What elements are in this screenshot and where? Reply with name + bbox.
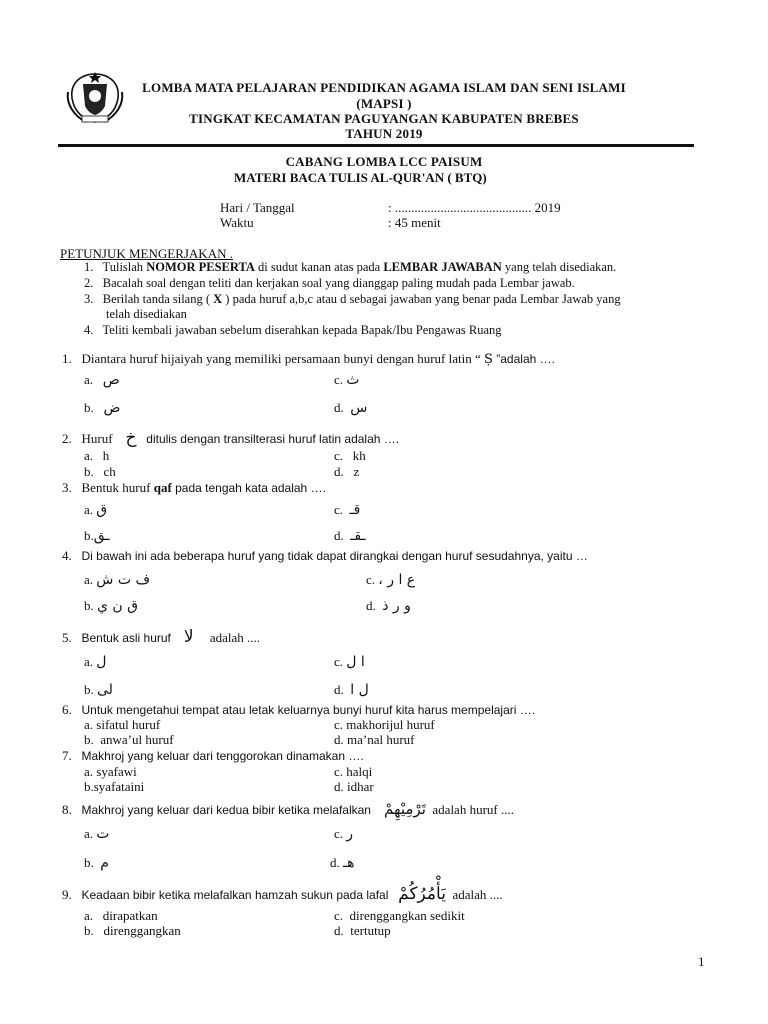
question-3: 3. Bentuk huruf qaf pada tengah kata adalah …. <box>62 480 326 495</box>
q1-option-d: d. س <box>334 400 368 416</box>
q1-option-a: a. ص <box>84 372 120 388</box>
q3-option-c: c. قـ <box>334 502 361 518</box>
q3-option-d: d. ـقـ <box>334 528 366 544</box>
q6-option-d: d. ma’nal huruf <box>334 732 415 747</box>
q8-option-b: b. م <box>84 855 109 871</box>
q7-option-c: c. halqi <box>334 764 373 779</box>
question-9: 9. Keadaan bibir ketika melafalkan hamzah sukun pada lafal يَأْمُرُكُمْ adalah .... <box>62 884 503 904</box>
subtitle-line2: MATERI BACA TULIS AL-QUR'AN ( BTQ) <box>234 170 487 185</box>
date-label: Hari / Tanggal <box>220 200 295 215</box>
instruction-1: 1. Tulislah NOMOR PESERTA di sudut kanan atas pada LEMBAR JAWABAN yang telah disediakan. <box>84 260 617 274</box>
q8-option-a: a. ت <box>84 826 110 842</box>
q5-option-c: c. ا ل <box>334 654 365 670</box>
q4-option-d: d. و ر ذ <box>366 598 411 614</box>
question-2: 2. Huruf خ ditulis dengan transilterasi huruf latin adalah …. <box>62 428 400 448</box>
q7-option-d: d. idhar <box>334 779 374 794</box>
question-6: 6. Untuk mengetahui tempat atau letak keluarnya bunyi huruf kita harus mempelajari …. <box>62 702 536 717</box>
header-title-line4: TAHUN 2019 <box>345 126 423 141</box>
q4-option-a: a. ف ت ش <box>84 572 150 588</box>
q9-option-d: d. tertutup <box>334 923 391 938</box>
q2-option-a: a. h <box>84 448 110 463</box>
q6-option-c: c. makhorijul huruf <box>334 717 435 732</box>
instructions-title: PETUNJUK MENGERJAKAN . <box>60 246 233 261</box>
q8-option-d: d. هـ <box>330 855 355 871</box>
instruction-2: 2. Bacalah soal dengan teliti dan kerjakan soal yang dianggap paling mudah pada Lembar jawab. <box>84 276 575 290</box>
q1-option-b: b. ض <box>84 400 121 416</box>
question-1: 1. Diantara huruf hijaiyah yang memiliki persamaan bunyi dengan huruf latin “ Ṣ ”adalah …. <box>62 351 555 367</box>
q5-option-a: a. ل <box>84 654 107 670</box>
instruction-3-cont: telah disediakan <box>106 307 187 321</box>
header-title-line2: (MAPSI ) <box>356 96 412 111</box>
header-title-line3: TINGKAT KECAMATAN PAGUYANGAN KABUPATEN BREBES <box>189 111 579 126</box>
question-4: 4. Di bawah ini ada beberapa huruf yang tidak dapat dirangkai dengan huruf sesudahnya, yaitu … <box>62 548 588 563</box>
time-value: : 45 menit <box>388 215 441 230</box>
date-value: : .......................................... 2019 <box>388 200 561 215</box>
page-number: 1 <box>698 954 705 969</box>
q4-option-b: b. ق ن ي <box>84 598 139 614</box>
q4-option-c: c. ع ا ر ، <box>366 572 416 588</box>
q9-option-a: a. dirapatkan <box>84 908 158 923</box>
question-8: 8. Makhroj yang keluar dari kedua bibir ketika melafalkan تَرْمِيْهِمْ adalah huruf .... <box>62 800 514 818</box>
time-label: Waktu <box>220 215 254 230</box>
q9-option-c: c. direnggangkan sedikit <box>334 908 465 923</box>
q7-option-b: b.syafataini <box>84 779 145 794</box>
q2-option-b: b. ch <box>84 464 116 479</box>
q9-option-b: b. direnggangkan <box>84 923 181 938</box>
instruction-4: 4. Teliti kembali jawaban sebelum diserahkan kepada Bapak/Ibu Pengawas Ruang <box>84 323 502 337</box>
q2-option-d: d. z <box>334 464 360 479</box>
q3-option-b: b.ـق <box>84 528 110 544</box>
q6-option-b: b. anwa’ul huruf <box>84 732 174 747</box>
subtitle-line1: CABANG LOMBA LCC PAISUM <box>285 154 483 169</box>
q1-option-c: c. ث <box>334 372 360 388</box>
q5-option-b: b. لى <box>84 682 113 698</box>
q3-option-a: a. ق <box>84 502 108 518</box>
header-divider <box>58 144 694 147</box>
q5-option-d: d. ل ا <box>334 682 369 698</box>
q7-option-a: a. syafawi <box>84 764 137 779</box>
question-7: 7. Makhroj yang keluar dari tenggorokan dinamakan …. <box>62 748 364 763</box>
instruction-3: 3. Berilah tanda silang ( X ) pada huruf a,b,c atau d sebagai jawaban yang benar pada Lembar Jawab yang <box>84 292 621 306</box>
q8-option-c: c. ر <box>334 826 354 842</box>
question-5: 5. Bentuk asli huruf لا adalah .... <box>62 627 261 647</box>
q2-option-c: c. kh <box>334 448 366 463</box>
header-title-line1: LOMBA MATA PELAJARAN PENDIDIKAN AGAMA ISLAM DAN SENI ISLAMI <box>142 80 626 95</box>
q6-option-a: a. sifatul huruf <box>84 717 161 732</box>
